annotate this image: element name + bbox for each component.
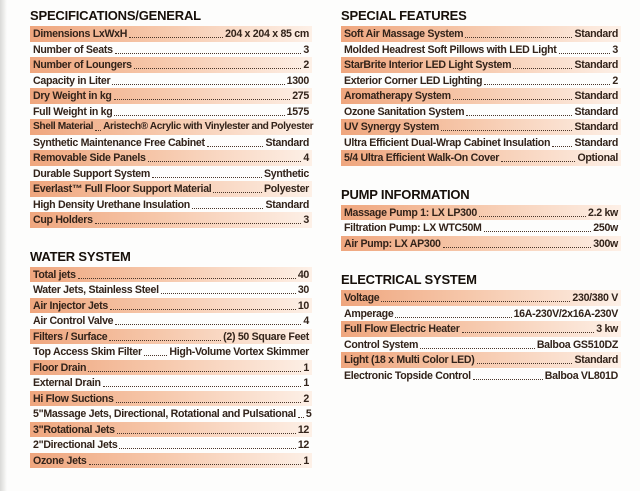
dotted-leader <box>381 301 570 302</box>
row-label: Aromatherapy System <box>344 90 451 102</box>
dotted-leader <box>552 146 572 147</box>
dotted-leader <box>115 53 302 54</box>
dotted-leader <box>441 130 572 131</box>
row-label: Water Jets, Stainless Steel <box>33 284 159 296</box>
section-water-system <box>30 249 312 469</box>
section-title: PUMP INFORMATION <box>341 186 470 202</box>
dotted-leader <box>395 317 511 318</box>
row-value: Aristech® Acrylic with Vinylester and Polyester <box>103 121 314 132</box>
dotted-leader <box>501 161 575 162</box>
row-label: Dimensions LxWxH <box>33 28 128 40</box>
row-label: Voltage <box>344 292 380 304</box>
row-label: Amperage <box>344 307 394 320</box>
spec-row <box>30 135 312 151</box>
row-label: Cup Holders <box>33 214 93 226</box>
spec-row <box>30 360 312 376</box>
row-label: Total jets <box>33 268 76 281</box>
row-value: Balboa GS510DZ <box>536 338 618 351</box>
row-value: 275 <box>292 90 309 102</box>
spec-row <box>30 104 312 120</box>
dotted-leader <box>465 37 572 38</box>
spec-row <box>30 453 312 469</box>
row-label: UV Synergy System <box>344 121 439 133</box>
row-label: Capacity in Liter <box>33 74 111 87</box>
row-value: Standard <box>574 354 618 366</box>
row-label: Removable Side Panels <box>33 152 146 164</box>
spec-row <box>341 57 621 73</box>
row-value: Standard <box>574 90 618 102</box>
row-label: Dry Weight in kg <box>33 90 112 102</box>
row-value: 2.2 kw <box>587 206 618 219</box>
row-label: 5/4 Ultra Efficient Walk-On Cover <box>344 152 500 164</box>
row-value: Standard <box>574 121 618 133</box>
dotted-leader <box>477 363 573 364</box>
row-value: Standard <box>265 136 309 149</box>
spec-row <box>341 119 621 135</box>
row-label: Floor Drain <box>33 361 87 374</box>
dotted-leader <box>78 278 296 279</box>
spec-row <box>30 406 312 422</box>
row-label: 2"Directional Jets <box>33 439 118 451</box>
section-special-features <box>341 8 621 166</box>
dotted-leader <box>134 68 302 69</box>
spec-row <box>30 329 312 345</box>
row-label: Hi Flow Suctions <box>33 392 114 405</box>
dotted-leader <box>110 309 296 310</box>
row-label: Full Flow Electric Heater <box>344 323 460 335</box>
dotted-leader <box>161 293 296 294</box>
spec-row <box>341 337 621 353</box>
row-label: Molded Headrest Soft Pillows with LED Light <box>344 43 557 56</box>
row-label: Exterior Corner LED Lighting <box>344 74 483 87</box>
row-value: 3 <box>303 43 309 56</box>
spec-row <box>30 212 312 228</box>
row-label: Air Control Valve <box>33 315 114 327</box>
spec-row <box>341 205 621 221</box>
spec-row <box>341 352 621 368</box>
dotted-leader <box>207 146 264 147</box>
row-value: Optional <box>577 152 618 164</box>
section-title: SPECIFICATIONS/GENERAL <box>30 8 201 23</box>
row-label: Control System <box>344 338 419 351</box>
dotted-leader <box>462 332 595 333</box>
row-label: Ultra Efficient Dual-Wrap Cabinet Insulation <box>344 136 551 149</box>
dotted-leader <box>152 177 262 178</box>
row-label: Number of Loungers <box>33 59 132 71</box>
spec-row <box>30 298 312 314</box>
spec-row <box>30 437 312 453</box>
row-label: Durable Support System <box>33 167 151 180</box>
row-value: 3 <box>303 214 309 226</box>
row-label: Soft Air Massage System <box>344 28 464 40</box>
spec-row <box>30 166 312 182</box>
row-label: Light (18 x Multi Color LED) <box>344 354 475 366</box>
row-label: Air Pump: LX AP300 <box>344 237 441 250</box>
row-label: Number of Seats <box>33 43 113 56</box>
section-title: WATER SYSTEM <box>30 248 131 264</box>
dotted-leader <box>453 99 573 100</box>
dotted-leader <box>116 402 302 403</box>
spec-row <box>30 313 312 329</box>
row-label: Everlast™ Full Floor Support Material <box>33 183 212 195</box>
row-value: 300w <box>593 237 618 250</box>
dotted-leader <box>115 324 301 325</box>
spec-row <box>30 42 312 58</box>
row-value: 1300 <box>286 74 309 87</box>
row-label: Filtration Pump: LX WTC50M <box>344 222 482 234</box>
row-label: Shell Material <box>33 121 94 132</box>
row-label: Massage Pump 1: LX LP300 <box>344 206 477 219</box>
section-electrical-system <box>341 272 621 383</box>
row-label: StarBrite Interior LED Light System <box>344 59 512 71</box>
row-label: Full Weight in kg <box>33 105 113 118</box>
spec-row <box>30 26 312 42</box>
dotted-leader <box>466 115 572 116</box>
dotted-leader <box>117 433 296 434</box>
dotted-leader <box>484 231 592 232</box>
row-value: 1 <box>303 377 309 389</box>
row-label: High Density Urethane Insulation <box>33 198 190 211</box>
row-label: 5"Massage Jets, Directional, Rotational and Pulsational <box>33 408 296 420</box>
dotted-leader <box>112 84 284 85</box>
dotted-leader <box>95 223 302 224</box>
spec-row <box>341 42 621 58</box>
dotted-leader <box>559 53 611 54</box>
row-value: 3 kw <box>596 323 618 335</box>
row-value: 3 <box>612 43 618 56</box>
spec-row <box>30 391 312 407</box>
row-value: 10 <box>297 299 309 312</box>
row-label: 3"Rotational Jets <box>33 423 115 436</box>
dotted-leader <box>119 448 295 449</box>
spec-row <box>341 104 621 120</box>
spec-row <box>30 57 312 73</box>
spec-row <box>30 344 312 360</box>
row-value: 16A-230V/2x16A-230V <box>513 307 618 320</box>
dotted-leader <box>144 355 168 356</box>
row-label: Ozone Jets <box>33 454 87 467</box>
spec-row <box>341 306 621 322</box>
row-value: Standard <box>574 136 618 149</box>
dotted-leader <box>192 208 264 209</box>
row-value: 2 <box>612 74 618 87</box>
row-value: 30 <box>297 284 309 296</box>
spec-row <box>341 236 621 252</box>
spec-row <box>30 282 312 298</box>
section-title: ELECTRICAL SYSTEM <box>341 272 477 287</box>
spec-row <box>30 150 312 166</box>
spec-row <box>341 368 621 384</box>
row-value: Balboa VL801D <box>544 369 618 382</box>
row-value: Standard <box>574 105 618 118</box>
row-value: 1 <box>303 361 309 374</box>
left-column <box>30 8 312 468</box>
spec-row <box>341 135 621 151</box>
section-pump-information <box>341 187 621 252</box>
row-label: Air Injector Jets <box>33 299 108 312</box>
row-label: Top Access Skim Filter <box>33 346 142 358</box>
spec-row <box>341 220 621 236</box>
spec-row <box>341 321 621 337</box>
right-column <box>341 8 621 383</box>
dotted-leader <box>109 340 221 341</box>
row-value: Standard <box>574 59 618 71</box>
spec-row <box>30 119 312 135</box>
spec-row <box>30 88 312 104</box>
row-label: Filters / Surface <box>33 330 108 343</box>
dotted-leader <box>298 417 304 418</box>
dotted-leader <box>513 68 572 69</box>
row-value: 5 <box>305 408 312 420</box>
row-value: Polyester <box>264 183 309 195</box>
dotted-leader <box>88 371 301 372</box>
row-value: 12 <box>297 423 309 436</box>
spec-row <box>30 267 312 283</box>
row-value: 250w <box>593 222 618 234</box>
row-label: Electronic Topside Control <box>344 369 471 382</box>
row-value: 1 <box>303 454 309 467</box>
scan-edge-left <box>0 0 7 491</box>
dotted-leader <box>420 348 535 349</box>
dotted-leader <box>103 386 302 387</box>
spec-row <box>341 73 621 89</box>
row-label: External Drain <box>33 377 101 389</box>
row-value: 230/380 V <box>572 292 618 304</box>
spec-row <box>341 88 621 104</box>
dotted-leader <box>479 216 586 217</box>
row-value: 4 <box>303 315 309 327</box>
row-value: Synthetic <box>264 167 309 180</box>
row-value: 4 <box>303 152 309 164</box>
section-specifications-general <box>30 8 312 228</box>
spec-row <box>341 26 621 42</box>
dotted-leader <box>95 130 101 131</box>
dotted-leader <box>484 84 610 85</box>
dotted-leader <box>443 247 592 248</box>
row-label: Synthetic Maintenance Free Cabinet <box>33 136 205 149</box>
dotted-leader <box>114 115 284 116</box>
row-value: 40 <box>297 268 309 281</box>
spec-row <box>341 150 621 166</box>
row-value: 1575 <box>286 105 309 118</box>
dotted-leader <box>129 37 223 38</box>
spec-row <box>30 375 312 391</box>
row-value: 204 x 204 x 85 cm <box>225 28 309 40</box>
row-value: High-Volume Vortex Skimmer <box>169 346 309 358</box>
row-value: (2) 50 Square Feet <box>223 330 309 343</box>
row-value: 2 <box>303 59 309 71</box>
dotted-leader <box>114 99 291 100</box>
spec-row <box>30 422 312 438</box>
dotted-leader <box>148 161 302 162</box>
row-value: Standard <box>265 198 309 211</box>
row-value: 2 <box>303 392 309 405</box>
dotted-leader <box>213 192 262 193</box>
dotted-leader <box>89 464 302 465</box>
spec-row <box>30 181 312 197</box>
spec-row <box>341 290 621 306</box>
spec-row <box>30 73 312 89</box>
section-title: SPECIAL FEATURES <box>341 8 467 23</box>
row-value: Standard <box>574 28 618 40</box>
spec-row <box>30 197 312 213</box>
dotted-leader <box>473 379 543 380</box>
row-value: 12 <box>297 439 309 451</box>
row-label: Ozone Sanitation System <box>344 105 465 118</box>
